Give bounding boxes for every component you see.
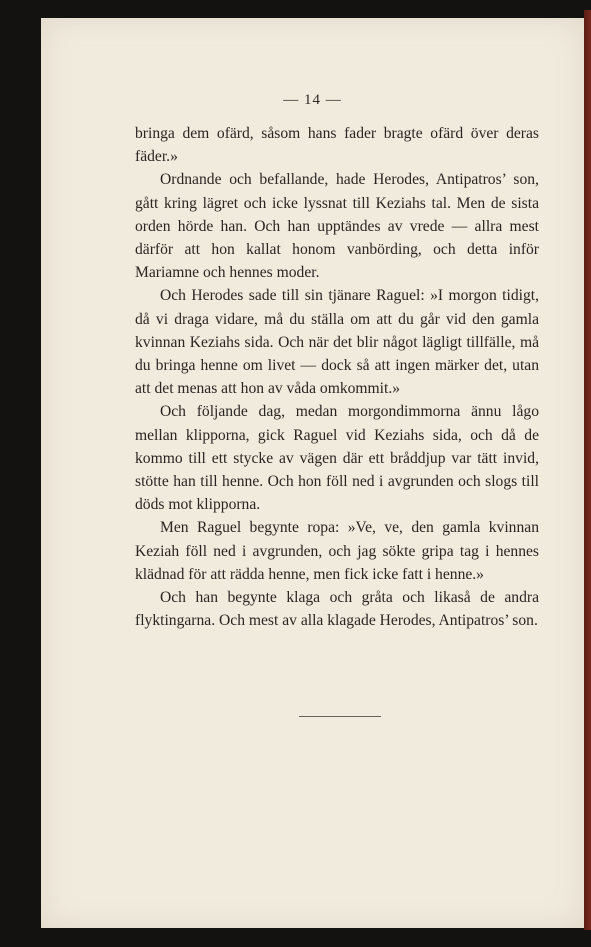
body-text [135,122,539,632]
section-end-rule [299,716,381,717]
paragraph: Och följande dag, medan morgondimmorna ännu lågo mellan klipporna, gick Raguel vid Keziahs sida, och då de kommo till ett stycke av vägen där ett bråddjup var tätt invid, stötte han till henne. Och hon föll ned i avgrunden och slogs till döds mot klipporna. [135,403,539,514]
paragraph: Och Herodes sade till sin tjänare Raguel: »I morgon tidigt, då vi draga vidare, må du ställa om att du går vid den gamla kvinnan Keziahs sida. Och när det blir något lägligt tillfälle, må du bringa henne om livet — dock så att ingen märker det, utan att det menas att hon av våda omkommit.» [135,287,539,398]
page-number: — 14 — [283,92,342,108]
book-edge [584,10,591,930]
book-page [41,18,584,928]
paragraph: Ordnande och befallande, hade Herodes, Antipatros’ son, gått kring lägret och icke lyssnat till Keziahs tal. Men de sista orden hörde han. Och han upptändes av vrede — allra mest därför att hon kallat honom vanbörding, och detta inför Mariamne och hennes moder. [135,171,539,282]
paragraph: Men Raguel begynte ropa: »Ve, ve, den gamla kvinnan Keziah föll ned i avgrunden, och jag sökte gripa tag i hennes klädnad för att rädda henne, men fick icke fatt i henne.» [135,519,539,583]
paragraph: Och han begynte klaga och gråta och likaså de andra flyktingarna. Och mest av alla klagade Herodes, Antipatros’ son. [135,589,539,630]
paragraph: bringa dem ofärd, såsom hans fader bragte ofärd över deras fäder.» [135,125,539,166]
